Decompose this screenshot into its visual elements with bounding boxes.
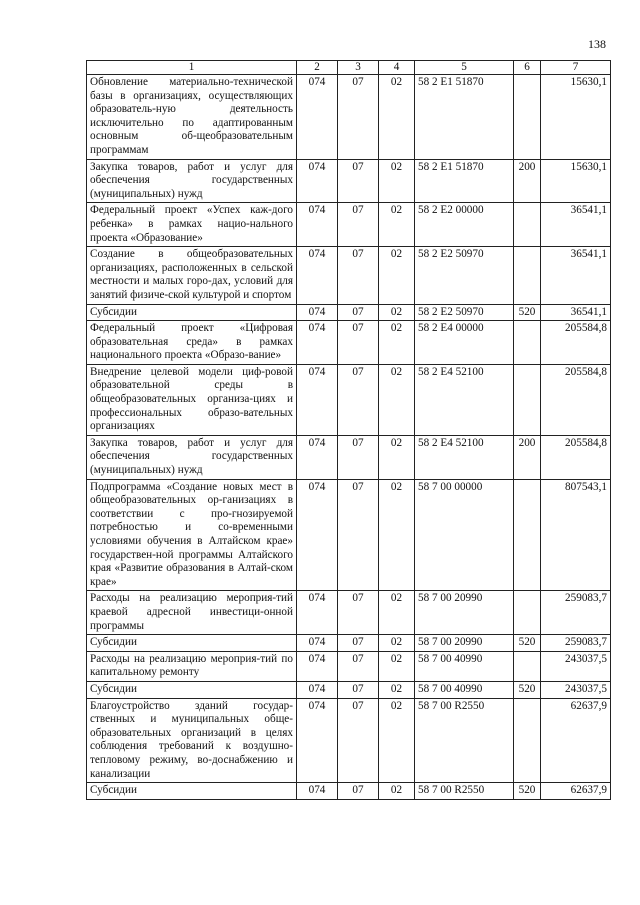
amount: 243037,5 (541, 681, 611, 698)
expense-type (514, 321, 541, 365)
expense-type (514, 698, 541, 783)
subsection-code: 02 (379, 203, 415, 247)
header-cell: 6 (514, 61, 541, 75)
section-code: 07 (338, 479, 379, 591)
item-name: Обновление материально-технической базы в организациях, осуществляющих образователь-ную деятельность исключительно по адаптированным основным об-щеобразовательным программам (87, 75, 297, 160)
subsection-code: 02 (379, 321, 415, 365)
expense-type: 520 (514, 304, 541, 321)
item-name: Субсидии (87, 783, 297, 800)
ministry-code: 074 (297, 591, 338, 635)
section-code: 07 (338, 321, 379, 365)
section-code: 07 (338, 698, 379, 783)
ministry-code: 074 (297, 364, 338, 435)
table-row (87, 203, 611, 247)
ministry-code: 074 (297, 75, 338, 160)
ministry-code: 074 (297, 635, 338, 652)
amount: 36541,1 (541, 247, 611, 304)
target-code: 58 7 00 20990 (415, 635, 514, 652)
target-code: 58 2 E2 50970 (415, 247, 514, 304)
target-code: 58 2 E4 52100 (415, 435, 514, 479)
section-code: 07 (338, 435, 379, 479)
subsection-code: 02 (379, 698, 415, 783)
subsection-code: 02 (379, 681, 415, 698)
item-name: Внедрение целевой модели циф-ровой образовательной среды в общеобразовательных организа-циях и профессиональных образо-вательных организациях (87, 364, 297, 435)
ministry-code: 074 (297, 159, 338, 203)
subsection-code: 02 (379, 591, 415, 635)
ministry-code: 074 (297, 783, 338, 800)
page-number: 138 (588, 37, 606, 51)
table-row (87, 247, 611, 304)
ministry-code: 074 (297, 435, 338, 479)
item-name: Благоустройство зданий государ-ственных и муниципальных обще-образовательных организаций в целях соблюдения требований к воздушно-тепловому режиму, во-доснабжению и канализации (87, 698, 297, 783)
expense-type (514, 247, 541, 304)
ministry-code: 074 (297, 203, 338, 247)
section-code: 07 (338, 591, 379, 635)
header-cell: 1 (87, 61, 297, 75)
section-code: 07 (338, 635, 379, 652)
table-row (87, 698, 611, 783)
section-code: 07 (338, 247, 379, 304)
ministry-code: 074 (297, 698, 338, 783)
subsection-code: 02 (379, 783, 415, 800)
target-code: 58 7 00 00000 (415, 479, 514, 591)
expense-type: 200 (514, 435, 541, 479)
subsection-code: 02 (379, 435, 415, 479)
expense-type: 200 (514, 159, 541, 203)
ministry-code: 074 (297, 304, 338, 321)
item-name: Расходы на реализацию мероприя-тий краевой адресной инвестици-онной программы (87, 591, 297, 635)
subsection-code: 02 (379, 304, 415, 321)
section-code: 07 (338, 651, 379, 681)
amount: 259083,7 (541, 635, 611, 652)
section-code: 07 (338, 783, 379, 800)
target-code: 58 2 E1 51870 (415, 75, 514, 160)
section-code: 07 (338, 681, 379, 698)
expense-type (514, 75, 541, 160)
table-row (87, 651, 611, 681)
item-name: Расходы на реализацию мероприя-тий по капитальному ремонту (87, 651, 297, 681)
table-row (87, 783, 611, 800)
budget-table (86, 60, 611, 800)
section-code: 07 (338, 159, 379, 203)
target-code: 58 7 00 R2550 (415, 783, 514, 800)
subsection-code: 02 (379, 651, 415, 681)
subsection-code: 02 (379, 247, 415, 304)
ministry-code: 074 (297, 321, 338, 365)
amount: 36541,1 (541, 304, 611, 321)
expense-type (514, 203, 541, 247)
header-cell: 7 (541, 61, 611, 75)
amount: 243037,5 (541, 651, 611, 681)
table-row (87, 681, 611, 698)
ministry-code: 074 (297, 479, 338, 591)
item-name: Субсидии (87, 681, 297, 698)
header-cell: 3 (338, 61, 379, 75)
expense-type: 520 (514, 681, 541, 698)
target-code: 58 2 E4 00000 (415, 321, 514, 365)
target-code: 58 2 E2 00000 (415, 203, 514, 247)
table-row (87, 304, 611, 321)
amount: 205584,8 (541, 435, 611, 479)
subsection-code: 02 (379, 364, 415, 435)
target-code: 58 2 E1 51870 (415, 159, 514, 203)
amount: 36541,1 (541, 203, 611, 247)
target-code: 58 2 E2 50970 (415, 304, 514, 321)
expense-type (514, 591, 541, 635)
header-cell: 5 (415, 61, 514, 75)
amount: 205584,8 (541, 364, 611, 435)
target-code: 58 2 E4 52100 (415, 364, 514, 435)
amount: 259083,7 (541, 591, 611, 635)
target-code: 58 7 00 R2550 (415, 698, 514, 783)
table-row (87, 75, 611, 160)
section-code: 07 (338, 364, 379, 435)
section-code: 07 (338, 304, 379, 321)
table-row (87, 635, 611, 652)
amount: 15630,1 (541, 75, 611, 160)
item-name: Субсидии (87, 304, 297, 321)
table-row (87, 321, 611, 365)
expense-type: 520 (514, 635, 541, 652)
expense-type (514, 651, 541, 681)
table-row (87, 364, 611, 435)
expense-type: 520 (514, 783, 541, 800)
table-row (87, 435, 611, 479)
amount: 15630,1 (541, 159, 611, 203)
amount: 62637,9 (541, 698, 611, 783)
header-cell: 2 (297, 61, 338, 75)
target-code: 58 7 00 20990 (415, 591, 514, 635)
item-name: Федеральный проект «Успех каж-дого ребенка» в рамках нацио-нального проекта «Образование» (87, 203, 297, 247)
amount: 205584,8 (541, 321, 611, 365)
table-row (87, 479, 611, 591)
expense-type (514, 479, 541, 591)
subsection-code: 02 (379, 75, 415, 160)
item-name: Субсидии (87, 635, 297, 652)
expense-type (514, 364, 541, 435)
subsection-code: 02 (379, 635, 415, 652)
ministry-code: 074 (297, 681, 338, 698)
item-name: Закупка товаров, работ и услуг для обеспечения государственных (муниципальных) нужд (87, 435, 297, 479)
ministry-code: 074 (297, 247, 338, 304)
item-name: Создание в общеобразовательных организациях, расположенных в сельской местности и малых горо-дах, условий для занятий физиче-ской культурой и спортом (87, 247, 297, 304)
subsection-code: 02 (379, 479, 415, 591)
item-name: Закупка товаров, работ и услуг для обеспечения государственных (муниципальных) нужд (87, 159, 297, 203)
ministry-code: 074 (297, 651, 338, 681)
table-row (87, 591, 611, 635)
target-code: 58 7 00 40990 (415, 681, 514, 698)
section-code: 07 (338, 203, 379, 247)
subsection-code: 02 (379, 159, 415, 203)
item-name: Подпрограмма «Создание новых мест в общеобразовательных ор-ганизациях в соответствии с про-гнозируемой потребностью и со-временными условиями обучения в Алтайском крае» государствен-ной программы Алтайского края «Развитие образования в Алтай-ском крае» (87, 479, 297, 591)
amount: 807543,1 (541, 479, 611, 591)
target-code: 58 7 00 40990 (415, 651, 514, 681)
section-code: 07 (338, 75, 379, 160)
item-name: Федеральный проект «Цифровая образовательная среда» в рамках национального проекта «Образо-вание» (87, 321, 297, 365)
header-row (87, 61, 611, 75)
amount: 62637,9 (541, 783, 611, 800)
header-cell: 4 (379, 61, 415, 75)
table-row (87, 159, 611, 203)
